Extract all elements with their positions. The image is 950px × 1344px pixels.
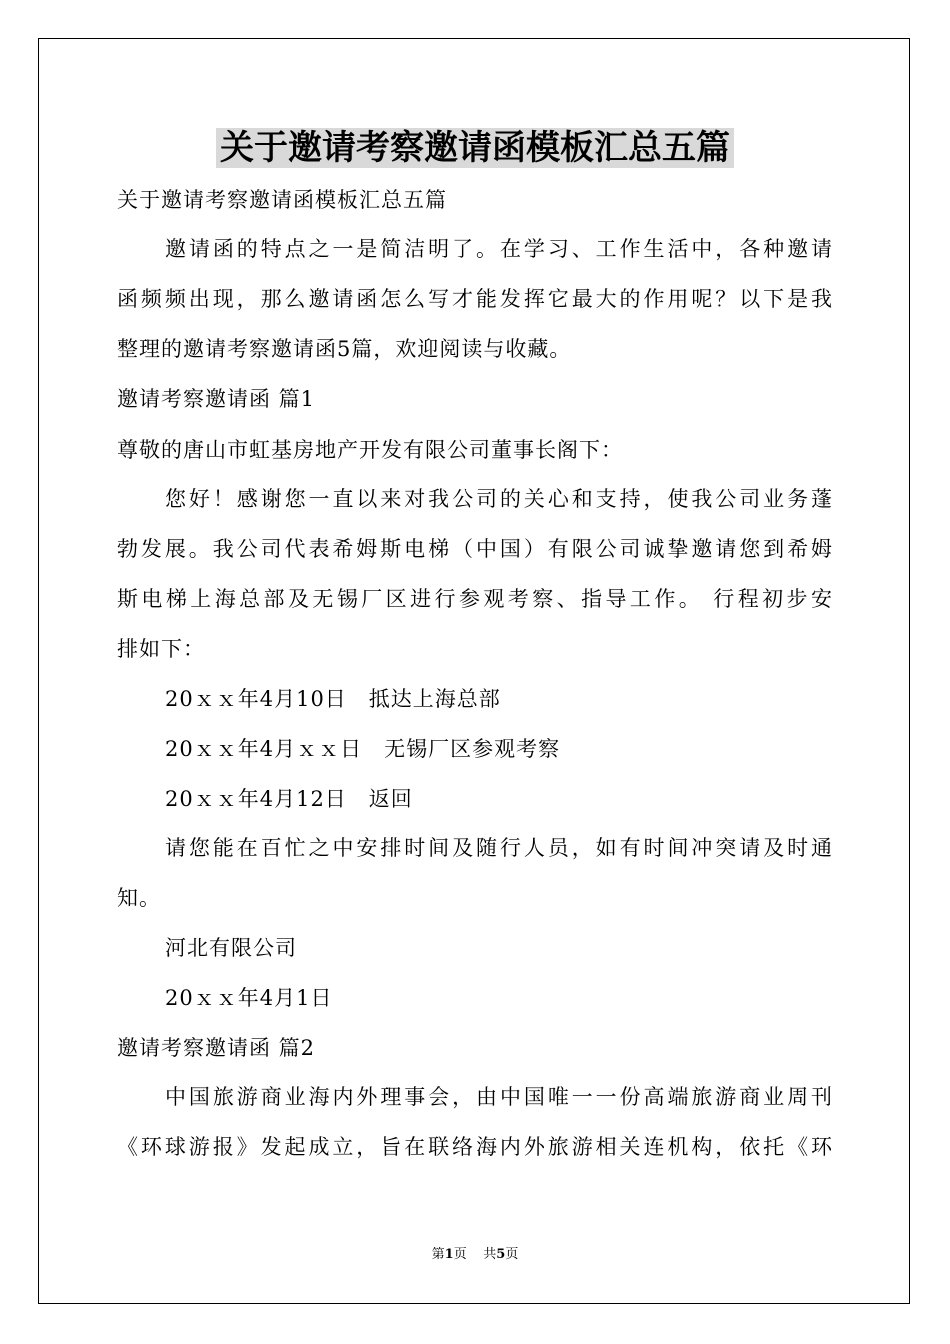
signature-company: 河北有限公司 [165, 936, 297, 960]
schedule-item: 20ｘｘ年4月12日 返回 [165, 787, 413, 811]
paragraph-line: 函频频出现，那么邀请函怎么写才能发挥它最大的作用呢？以下是我 [117, 287, 833, 311]
document-title: 关于邀请考察邀请函模板汇总五篇 [0, 126, 950, 170]
section-heading: 邀请考察邀请函 篇1 [117, 387, 316, 411]
total-pages: 5 [496, 1247, 506, 1262]
paragraph-line: 中国旅游商业海内外理事会，由中国唯一一份高端旅游商业周刊 [165, 1085, 833, 1109]
total-suffix: 页 [505, 1247, 519, 1262]
signature-date: 20ｘｘ年4月1日 [165, 986, 333, 1010]
page-border [38, 38, 910, 1304]
schedule-item: 20ｘｘ年4月10日 抵达上海总部 [165, 687, 501, 711]
paragraph-line: 斯电梯上海总部及无锡厂区进行参观考察、指导工作。 行程初步安 [117, 587, 833, 611]
paragraph-line: 邀请函的特点之一是简洁明了。在学习、工作生活中，各种邀请 [165, 237, 833, 261]
paragraph-line: 请您能在百忙之中安排时间及随行人员，如有时间冲突请及时通 [165, 836, 833, 860]
page-label-suffix: 页 [453, 1247, 467, 1262]
paragraph-line: 《环球游报》发起成立，旨在联络海内外旅游相关连机构，依托《环 [117, 1135, 833, 1159]
schedule-item: 20ｘｘ年4月ｘｘ日 无锡厂区参观考察 [165, 737, 561, 761]
page-number: 1 [444, 1247, 454, 1262]
paragraph-line: 勃发展。我公司代表希姆斯电梯（中国）有限公司诚挚邀请您到希姆 [117, 537, 833, 561]
salutation-line: 尊敬的唐山市虹基房地产开发有限公司董事长阁下： [117, 438, 623, 462]
page-footer [0, 1246, 950, 1264]
paragraph-line: 整理的邀请考察邀请函5篇，欢迎阅读与收藏。 [117, 337, 572, 361]
paragraph-line: 知。 [117, 886, 161, 910]
total-prefix: 共 [483, 1247, 497, 1262]
subtitle-line: 关于邀请考察邀请函模板汇总五篇 [117, 188, 447, 212]
page-label-prefix: 第 [431, 1247, 445, 1262]
paragraph-line: 排如下： [117, 637, 205, 661]
section-heading: 邀请考察邀请函 篇2 [117, 1036, 316, 1060]
paragraph-line: 您好！感谢您一直以来对我公司的关心和支持，使我公司业务蓬 [165, 487, 833, 511]
